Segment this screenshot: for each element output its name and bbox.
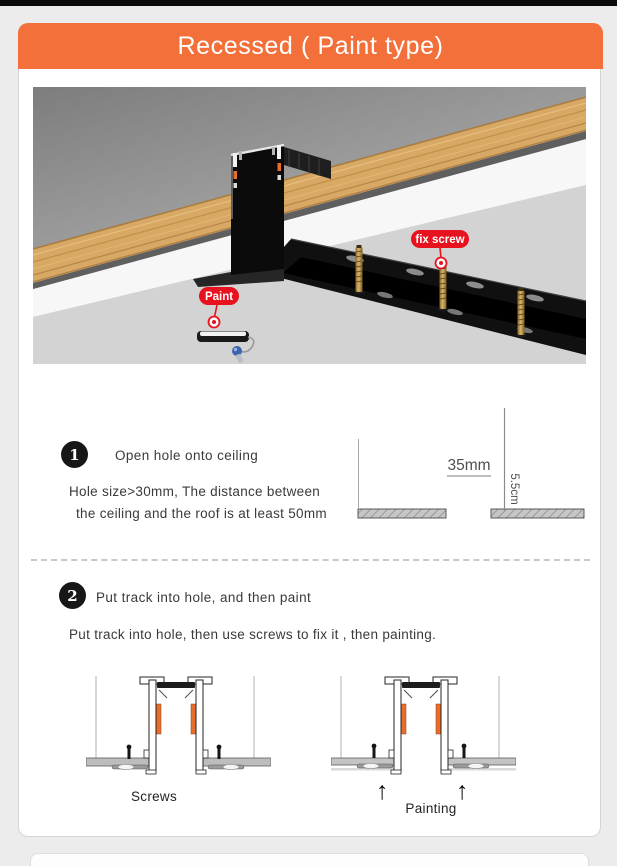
screw-icon bbox=[127, 745, 132, 759]
track-profile-column bbox=[231, 145, 284, 275]
track-profile bbox=[385, 677, 457, 774]
screws-caption: Screws bbox=[130, 789, 178, 804]
header-banner bbox=[18, 23, 603, 69]
step-1-description-line-2: the ceiling and the roof is at least 50mm bbox=[76, 506, 327, 521]
up-arrow-icon: ↑ bbox=[456, 777, 469, 805]
next-card-edge bbox=[30, 853, 589, 866]
step-2-title: Put track into hole, and then paint bbox=[96, 590, 312, 605]
cross-section-screws-diagram bbox=[86, 664, 271, 786]
paint-layer bbox=[448, 768, 516, 771]
magnet-bar bbox=[402, 682, 440, 688]
step-2-badge: 2 bbox=[59, 582, 86, 609]
hole-width-dimension: 35mm bbox=[447, 457, 491, 474]
installation-3d-illustration bbox=[33, 87, 586, 364]
ceiling-slab-left bbox=[358, 509, 446, 518]
conductor-strip bbox=[157, 704, 162, 734]
paint-layer bbox=[331, 768, 394, 771]
step-1-description-line-1: Hole size>30mm, The distance between bbox=[69, 484, 321, 499]
dashed-divider bbox=[31, 559, 590, 561]
paint-label: Paint bbox=[204, 291, 234, 303]
step-1-badge: 1 bbox=[61, 441, 88, 468]
conductor-strip bbox=[402, 704, 407, 734]
cross-section-painting-diagram bbox=[331, 664, 516, 786]
depth-dimension: 5.5cm bbox=[508, 473, 520, 505]
magnet-bar bbox=[157, 682, 195, 688]
page-title: Recessed ( Paint type) bbox=[177, 31, 444, 60]
screw-icon bbox=[372, 744, 377, 758]
screw-icon bbox=[217, 745, 222, 759]
hole-measurement-diagram bbox=[351, 401, 591, 526]
up-arrow-icon: ↑ bbox=[376, 777, 389, 805]
step-1-title: Open hole onto ceiling bbox=[115, 448, 259, 463]
conductor-strip bbox=[191, 704, 196, 734]
screw-icon bbox=[462, 744, 467, 758]
track-profile bbox=[140, 677, 212, 774]
step-2-description-line-1: Put track into hole, then use screws to fix it , then painting. bbox=[69, 627, 437, 642]
fix-screw-label: fix screw bbox=[415, 234, 465, 246]
conductor-strip bbox=[436, 704, 441, 734]
top-black-bar bbox=[0, 0, 617, 6]
instruction-card bbox=[18, 23, 601, 837]
painting-caption: Painting bbox=[405, 801, 457, 816]
